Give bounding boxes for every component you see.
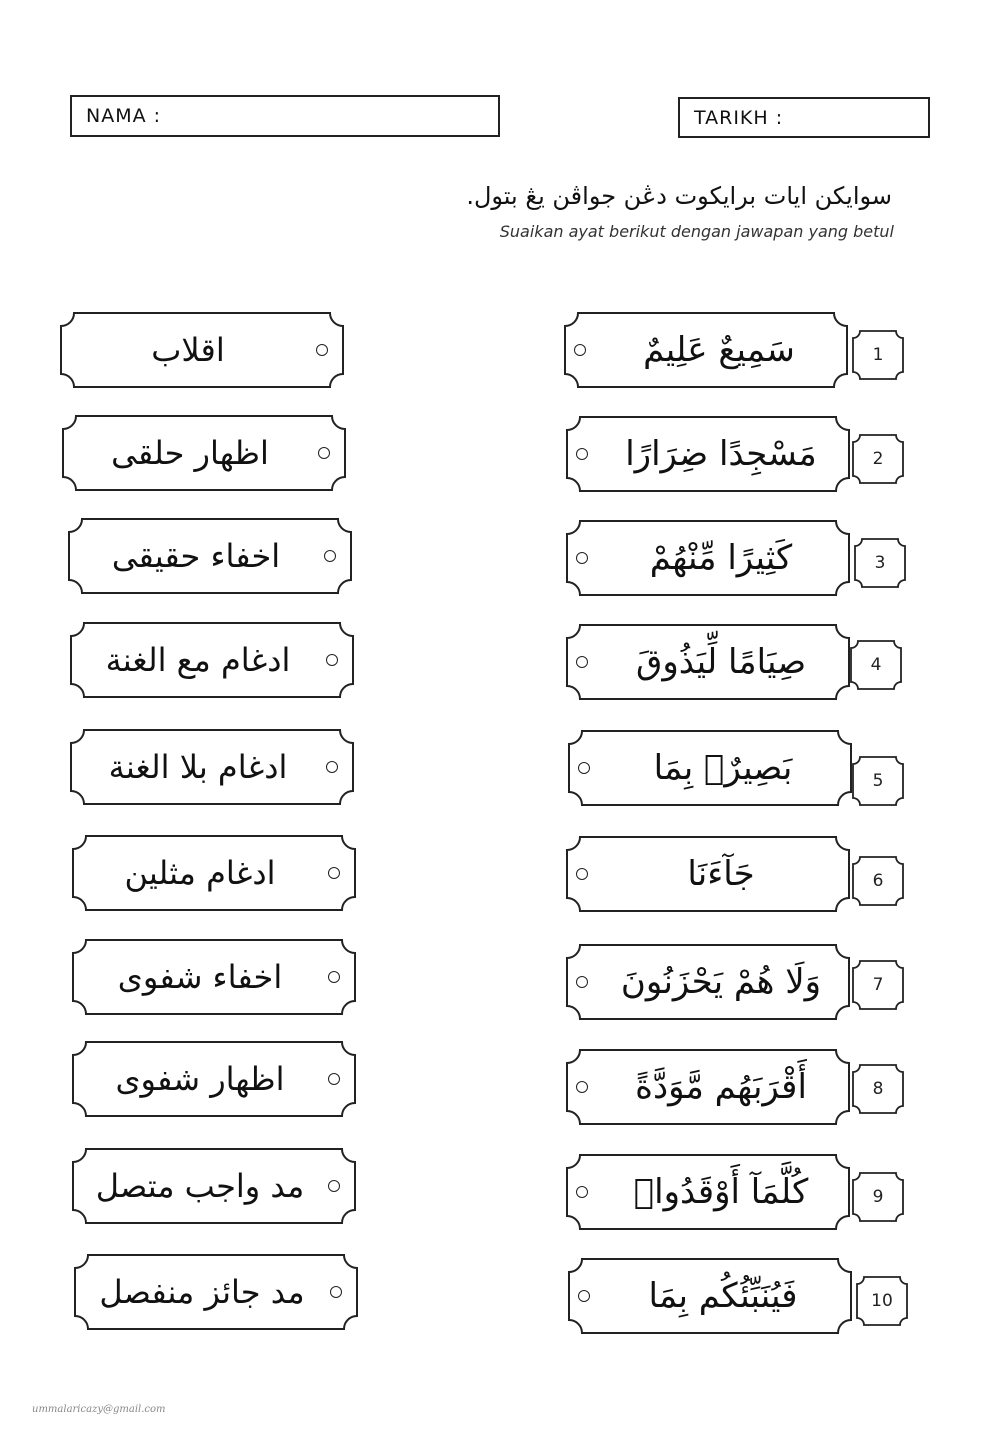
question-card[interactable]	[566, 624, 850, 700]
answer-text: مد جائز منفصل	[99, 1273, 305, 1311]
name-field[interactable]	[70, 95, 500, 137]
answer-connector-dot[interactable]	[318, 447, 330, 459]
question-connector-dot[interactable]	[576, 1081, 588, 1093]
question-text: صِيَامًا لِّيَذُوقَ	[635, 642, 807, 682]
question-text: سَمِيعٌ عَلِيمٌ	[643, 330, 795, 370]
question-connector-dot[interactable]	[576, 656, 588, 668]
footer-email: ummalaricazy@gmail.com	[32, 1404, 166, 1415]
number-label: 4	[870, 655, 882, 675]
number-label: 9	[872, 1187, 884, 1207]
answer-text: ادغام بلا الغنة	[108, 748, 288, 786]
question-text: أَقْرَبَهُم مَّوَدَّةً	[635, 1067, 807, 1107]
question-number	[852, 434, 904, 484]
question-number	[852, 330, 904, 380]
question-card[interactable]	[566, 1049, 850, 1125]
question-text: كَثِيرًا مِّنْهُمْ	[649, 538, 793, 578]
question-number	[850, 640, 902, 690]
number-label: 1	[872, 345, 884, 365]
question-connector-dot[interactable]	[576, 868, 588, 880]
answer-card[interactable]	[60, 312, 344, 388]
instruction-rumi: Suaikan ayat berikut dengan jawapan yang betul	[499, 222, 894, 241]
number-label: 3	[874, 553, 886, 573]
question-number	[852, 1172, 904, 1222]
answer-text: اخفاء شفوى	[117, 958, 283, 996]
question-number	[852, 960, 904, 1010]
question-text: فَيُنَبِّئُكُم بِمَا	[648, 1276, 798, 1316]
question-card[interactable]	[566, 944, 850, 1020]
question-card[interactable]	[568, 730, 852, 806]
answer-card[interactable]	[72, 1041, 356, 1117]
answer-connector-dot[interactable]	[328, 1073, 340, 1085]
answer-connector-dot[interactable]	[328, 971, 340, 983]
question-text: كُلَّمَآ أَوْقَدُوا۟	[633, 1172, 809, 1212]
question-connector-dot[interactable]	[574, 344, 586, 356]
answer-card[interactable]	[62, 415, 346, 491]
question-text: جَآءَنَا	[687, 854, 755, 894]
question-card[interactable]	[566, 416, 850, 492]
question-number	[852, 756, 904, 806]
answer-connector-dot[interactable]	[328, 1180, 340, 1192]
answer-card[interactable]	[72, 835, 356, 911]
answer-connector-dot[interactable]	[326, 761, 338, 773]
question-connector-dot[interactable]	[578, 1290, 590, 1302]
question-card[interactable]	[566, 836, 850, 912]
answer-text: اقلاب	[151, 331, 225, 369]
answer-card[interactable]	[70, 729, 354, 805]
question-number	[856, 1276, 908, 1326]
question-connector-dot[interactable]	[576, 552, 588, 564]
answer-text: اخفاء حقيقى	[111, 537, 281, 575]
question-text: وَلَا هُمْ يَحْزَنُونَ	[620, 962, 822, 1002]
instruction-jawi: سوايکن ايات برايکوت دڠن جواڤن يڠ بتول.	[466, 182, 892, 210]
answer-connector-dot[interactable]	[326, 654, 338, 666]
number-label: 8	[872, 1079, 884, 1099]
question-connector-dot[interactable]	[576, 1186, 588, 1198]
answer-card[interactable]	[74, 1254, 358, 1330]
question-card[interactable]	[564, 312, 848, 388]
answer-connector-dot[interactable]	[316, 344, 328, 356]
answer-text: اظهار شفوى	[115, 1060, 285, 1098]
number-label: 10	[871, 1291, 893, 1311]
question-number	[854, 538, 906, 588]
question-connector-dot[interactable]	[576, 976, 588, 988]
date-label: TARIKH :	[694, 107, 784, 129]
date-field[interactable]	[678, 97, 930, 138]
answer-text: مد واجب متصل	[95, 1167, 305, 1205]
answer-card[interactable]	[72, 939, 356, 1015]
answer-connector-dot[interactable]	[328, 867, 340, 879]
question-number	[852, 856, 904, 906]
question-text: مَسْجِدًا ضِرَارًا	[625, 434, 817, 474]
question-card[interactable]	[566, 1154, 850, 1230]
number-label: 2	[872, 449, 884, 469]
question-connector-dot[interactable]	[576, 448, 588, 460]
number-label: 6	[872, 871, 884, 891]
question-card[interactable]	[566, 520, 850, 596]
answer-connector-dot[interactable]	[330, 1286, 342, 1298]
question-number	[852, 1064, 904, 1114]
question-connector-dot[interactable]	[578, 762, 590, 774]
answer-connector-dot[interactable]	[324, 550, 336, 562]
question-card[interactable]	[568, 1258, 852, 1334]
answer-text: ادغام مع الغنة	[105, 641, 291, 679]
question-text: بَصِيرٌۢ بِمَا	[653, 748, 793, 788]
name-label: NAMA :	[86, 105, 162, 127]
number-label: 7	[872, 975, 884, 995]
answer-text: ادغام مثلين	[124, 854, 276, 892]
answer-card[interactable]	[70, 622, 354, 698]
answer-card[interactable]	[72, 1148, 356, 1224]
number-label: 5	[872, 771, 884, 791]
answer-card[interactable]	[68, 518, 352, 594]
answer-text: اظهار حلقى	[111, 434, 269, 472]
